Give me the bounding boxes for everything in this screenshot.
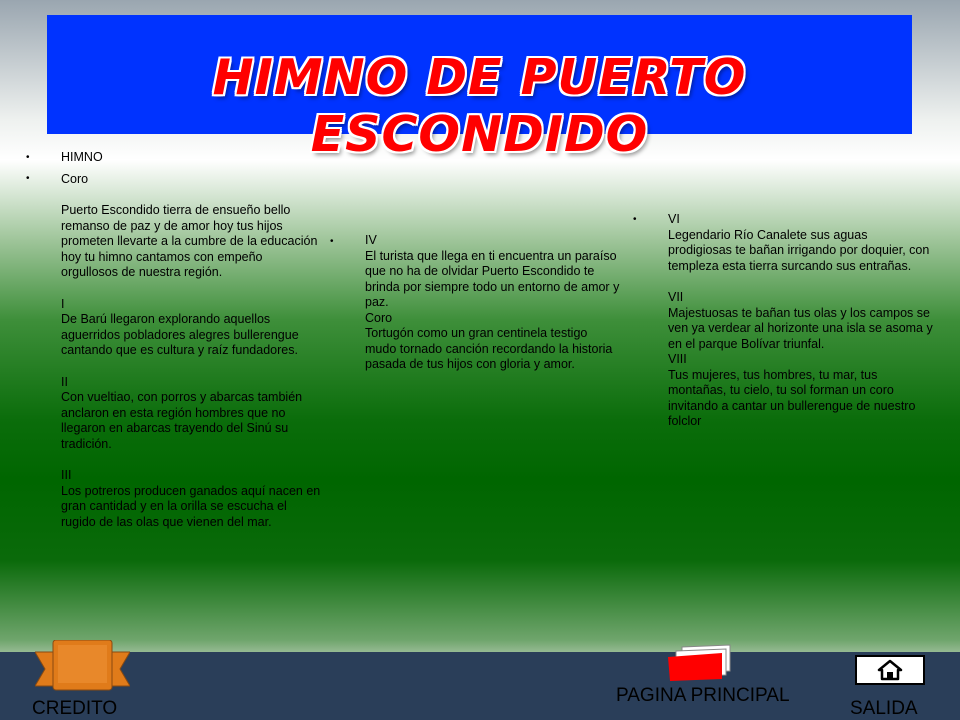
lyrics-column-3	[668, 212, 933, 430]
title-banner	[47, 15, 912, 163]
verse-text: De Barú llegaron explorando aquellos aguerridos pobladores alegres bullerengue cantando que es cultura y raíz fundadores.	[61, 312, 299, 357]
lyrics-column-1	[61, 150, 321, 530]
home-icon	[857, 657, 923, 683]
card-stack-icon	[668, 643, 734, 683]
ribbon-icon	[35, 640, 130, 694]
pagina-principal-label[interactable]: PAGINA PRINCIPAL	[616, 685, 790, 706]
verse-number: VII	[668, 290, 684, 304]
verse-number: I	[61, 296, 65, 311]
bottom-nav-bar	[0, 652, 960, 720]
verse-text: El turista que llega en ti encuentra un paraíso que no ha de olvidar Puerto Escondido te brinda por siempre todo un entorno de amor y paz.	[365, 248, 620, 309]
verse-text: Legendario Río Canalete sus aguas prodigiosas te bañan irrigando por doquier, con templeza esta tierra surcando sus entrañas.	[668, 227, 930, 273]
bullet-dot: •	[26, 152, 30, 163]
credito-label[interactable]: CREDITO	[32, 698, 118, 719]
verse-text: Majestuosas te bañan tus olas y los campos se ven ya verdear al horizonte una isla se asoma y en el parque Bolívar triunfal.	[668, 305, 933, 351]
lyrics-column-2	[365, 233, 620, 373]
verse-number: VIII	[668, 352, 687, 366]
verse-number: II	[61, 374, 68, 389]
salida-button[interactable]	[855, 655, 925, 685]
salida-label[interactable]: SALIDA	[850, 698, 918, 719]
page-title: HIMNO DE PUERTO ESCONDIDO	[212, 49, 747, 163]
verse-number: IV	[365, 233, 377, 247]
bullet-coro: Coro	[61, 171, 89, 186]
credito-button[interactable]	[35, 640, 130, 694]
bullet-dot: •	[633, 214, 637, 225]
coro-label: Coro	[365, 310, 393, 325]
verse-number: III	[61, 468, 72, 482]
verse-text: Con vueltiao, con porros y abarcas también anclaron en esta región hombres que no llegaron en abarcas trayendo del Sinú su tradición.	[61, 390, 303, 451]
bullet-himno: HIMNO	[61, 150, 103, 164]
verse-text: Los potreros producen ganados aquí nacen en gran cantidad y en la orilla se escucha el rugido de las olas que vienen del mar.	[61, 483, 321, 529]
coro-text: Puerto Escondido tierra de ensueño bello remanso de paz y de amor hoy tus hijos prometen llevarte a la cumbre de la educación hoy tu himno cantamos con empeño orgullosos de nuestra región.	[61, 203, 318, 279]
pagina-principal-button[interactable]	[668, 643, 734, 683]
verse-text: Tus mujeres, tus hombres, tu mar, tus montañas, tu cielo, tu sol forman un coro invitando a cantar un bullerengue de nuestro folclor	[668, 367, 916, 428]
bullet-dot: •	[330, 236, 334, 247]
bullet-dot: •	[26, 173, 30, 184]
coro-text: Tortugón como un gran centinela testigo mudo tornado canción recordando la historia pasada de tus hijos con gloria y amor.	[365, 326, 613, 371]
verse-number: VI	[668, 212, 680, 226]
